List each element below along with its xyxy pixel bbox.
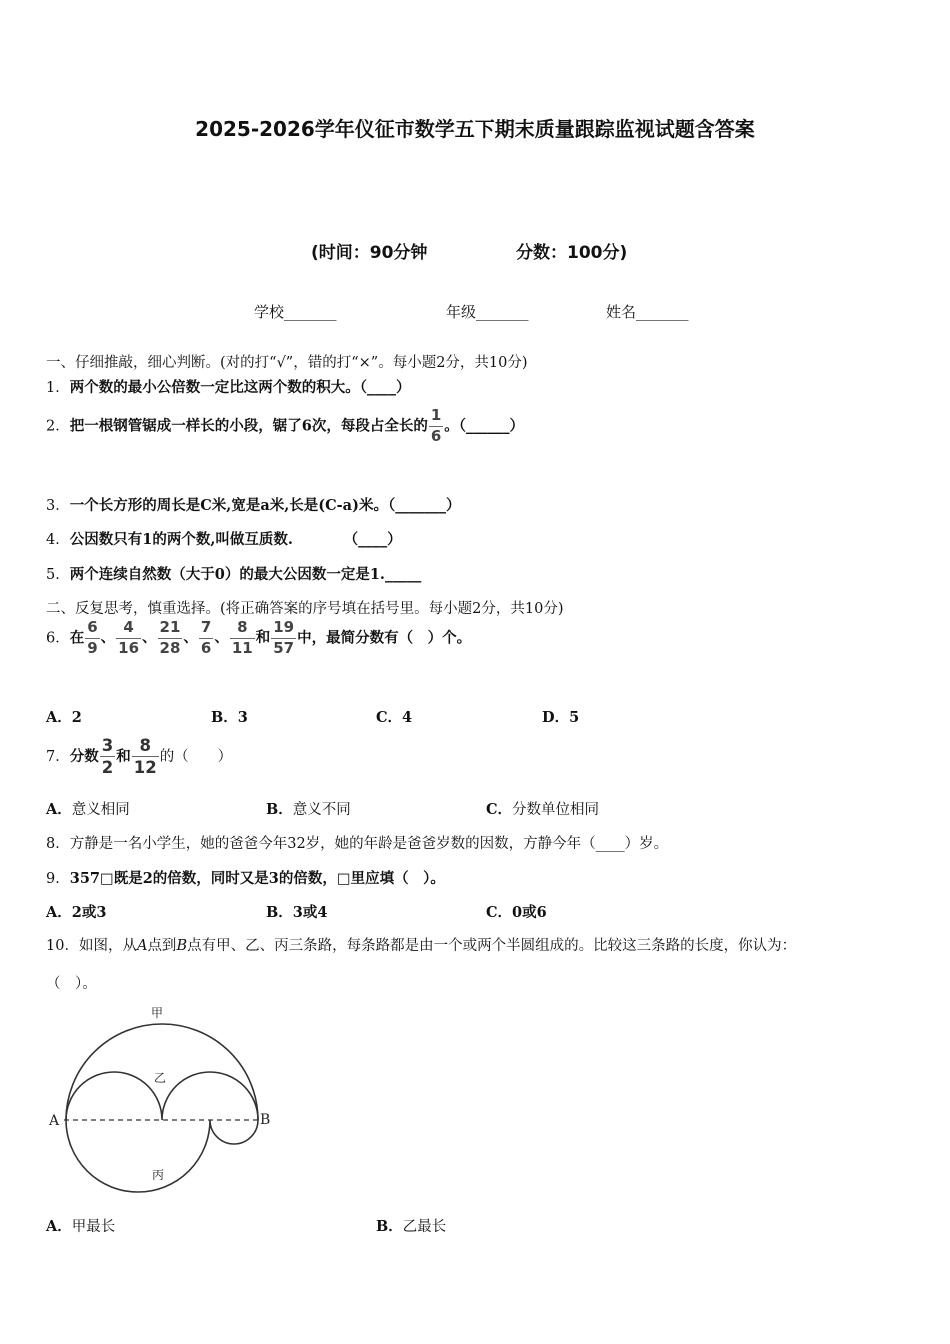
section2-heading: 二、反复思考，慎重选择。(将正确答案的序号填在括号里。每小题2分，共10分) [46, 601, 564, 617]
q7-option-c[interactable] [486, 798, 599, 819]
fraction-separator: 、 [214, 629, 229, 647]
q6-option-c[interactable]: C．4 [376, 709, 413, 726]
name-field: 姓名_______ [606, 303, 689, 321]
question-9 [46, 867, 445, 888]
question-4 [46, 528, 402, 549]
question-number: 9． [46, 871, 70, 887]
fraction-item [230, 620, 255, 657]
option-text: 分数单位相同 [512, 802, 600, 818]
question-number: 7． [46, 748, 70, 765]
grade-field: 年级_______ [446, 303, 529, 321]
exam-time: (时间：90分钟 [311, 243, 428, 263]
fraction-item [116, 620, 141, 657]
school-field: 学校_______ [254, 303, 337, 321]
question-text: 两个数的最小公倍数一定比这两个数的积大。（____） [69, 379, 411, 396]
option-letter: A． [46, 801, 72, 818]
question-number: 1． [46, 380, 70, 396]
semicircle-paths-figure [40, 998, 285, 1198]
fraction-denominator: 6 [200, 638, 212, 657]
fraction-separator: 和 [255, 629, 271, 647]
q7-option-b[interactable] [266, 798, 351, 819]
page-title: 2025-2026学年仪征市数学五下期末质量跟踪监视试题含答案 [195, 117, 755, 141]
question-text: 一个长方形的周长是C米,宽是a米,长是(C-a)米。（_______） [69, 497, 461, 514]
fraction-numerator: 21 [158, 620, 183, 639]
question-number: 6． [46, 630, 70, 647]
fraction-denominator: 9 [87, 638, 98, 657]
question-text: 方静是一名小学生，她的爸爸今年32岁，她的年龄是爸爸岁数的因数，方静今年（____）岁。 [69, 836, 669, 852]
question-text: 点到 [147, 938, 177, 954]
option-letter: C． [486, 801, 513, 818]
question-5 [46, 563, 421, 584]
question-3 [46, 494, 460, 515]
fraction-denominator: 57 [273, 638, 295, 657]
question-10-blank: （ ）。 [46, 976, 97, 992]
fraction-item [85, 620, 99, 657]
q9-option-a[interactable]: A．2或3 [46, 904, 107, 921]
question-lead: 在 [69, 629, 85, 647]
q10-option-a[interactable] [46, 1215, 115, 1236]
option-letter: B． [376, 1218, 403, 1235]
figure-label-bing: 丙 [152, 1168, 165, 1182]
q6-option-b[interactable]: B．3 [211, 709, 248, 726]
point-b-label: B [176, 938, 188, 954]
fraction-one-sixth [429, 408, 443, 445]
fraction-list [84, 618, 297, 657]
fraction-numerator: 1 [429, 408, 443, 427]
exam-score: 分数：100分) [516, 243, 628, 263]
option-text: 乙最长 [402, 1219, 447, 1235]
q9-option-c[interactable]: C．0或6 [486, 904, 547, 921]
question-text: 357□既是2的倍数，同时又是3的倍数，□里应填（ ）。 [69, 870, 445, 887]
fraction-denominator: 12 [133, 758, 157, 778]
question-number: 10． [46, 938, 79, 954]
question-text-tail: 中，最简分数有（ ）个。 [297, 629, 472, 647]
figure-label-jia: 甲 [151, 1006, 164, 1020]
fraction-denominator: 6 [430, 426, 442, 445]
fraction-denominator: 2 [101, 758, 114, 778]
fraction-denominator: 16 [118, 638, 140, 657]
fraction-numerator: 6 [85, 620, 99, 639]
fraction-numerator: 3 [100, 737, 115, 757]
fraction-item [271, 620, 296, 657]
question-number: 5． [46, 567, 70, 583]
question-text: 把一根钢管锯成一样长的小段，锯了6次，每段占全长的 [69, 417, 428, 435]
fraction-eight-twelfths [132, 737, 159, 777]
question-1 [46, 376, 410, 397]
question-8 [46, 832, 668, 853]
question-number: 8． [46, 836, 70, 852]
fraction-numerator: 8 [230, 620, 255, 639]
fraction-denominator: 28 [159, 638, 181, 657]
fraction-denominator: 11 [231, 638, 253, 657]
question-text: 两个连续自然数（大于0）的最大公因数一定是1._____ [69, 566, 422, 583]
fraction-separator: 、 [100, 629, 116, 647]
question-number: 3． [46, 498, 70, 514]
fraction-numerator: 19 [271, 620, 296, 639]
question-text-tail: 。（______） [444, 417, 525, 435]
fraction-numerator: 7 [199, 620, 213, 639]
fraction-item [199, 620, 213, 657]
question-10 [46, 934, 916, 955]
question-2 [46, 408, 524, 445]
question-text: 点有甲、乙、丙三条路，每条路都是由一个或两个半圆组成的。比较这三条路的长度，你认为： [187, 938, 797, 954]
question-text-tail: 的（ ） [159, 748, 233, 765]
option-text: 意义不同 [292, 802, 351, 818]
fraction-separator: 、 [183, 629, 198, 647]
option-letter: B． [266, 801, 293, 818]
fraction-three-halves [100, 737, 115, 777]
q6-option-a[interactable]: A．2 [46, 709, 82, 726]
fraction-separator: 、 [142, 629, 157, 647]
q7-option-a[interactable] [46, 798, 130, 819]
q10-option-b[interactable] [376, 1215, 446, 1236]
figure-label-a: A [49, 1113, 60, 1129]
q6-option-d[interactable]: D．5 [542, 709, 580, 726]
section1-heading: 一、仔细推敲，细心判断。(对的打“√”，错的打“×”。每小题2分，共10分) [46, 355, 528, 371]
option-text: 甲最长 [71, 1219, 116, 1235]
option-letter: A． [46, 1218, 72, 1235]
question-conjunction: 和 [116, 747, 131, 765]
fraction-numerator: 4 [116, 620, 141, 639]
option-text: 意义相同 [71, 802, 130, 818]
question-lead: 分数 [69, 747, 99, 765]
question-number: 2． [46, 418, 70, 435]
question-text: 公因数只有1的两个数,叫做互质数. （____） [69, 531, 402, 548]
fraction-item [158, 620, 183, 657]
question-6 [46, 620, 471, 657]
question-7 [46, 737, 232, 777]
figure-label-b: B [260, 1112, 271, 1128]
figure-label-yi: 乙 [154, 1071, 167, 1085]
fraction-numerator: 8 [132, 737, 159, 757]
question-number: 4． [46, 532, 70, 548]
question-text: 如图，从 [78, 938, 137, 954]
point-a-label: A [136, 938, 148, 954]
q9-option-b[interactable]: B．3或4 [266, 904, 328, 921]
